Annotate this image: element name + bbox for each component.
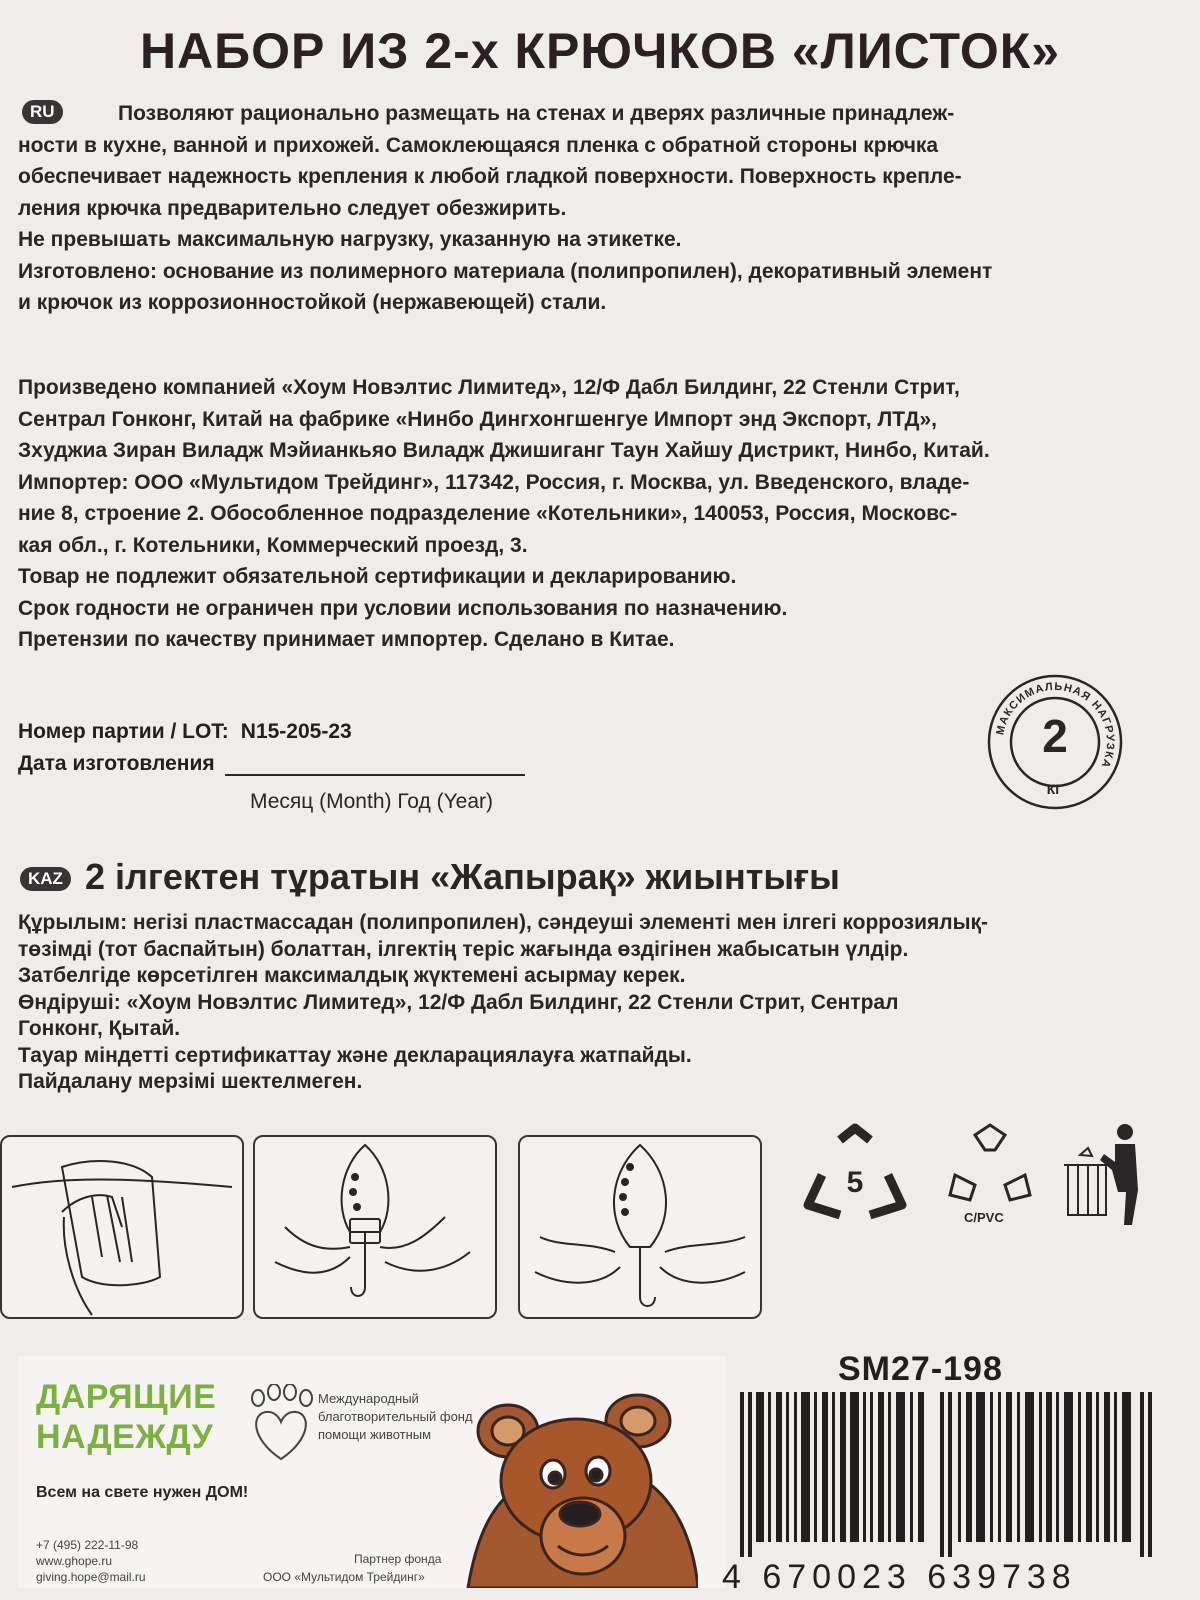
charity-phone: +7 (495) 222-11-98 — [36, 1538, 139, 1552]
ru-description-line: ления крючка предварительно следует обезжирить. — [18, 196, 567, 220]
recycle-code: C/PVC — [964, 1210, 1004, 1225]
date-label: Дата изготовления — [18, 752, 215, 775]
charity-partner-name: ООО «Мультидом Трейдинг» — [263, 1570, 425, 1584]
kaz-language-badge: KAZ — [20, 867, 71, 891]
kaz-description-line: Өндіруші: «Хоум Новэлтис Лимитед», 12/Ф Дабл Билдинг, 22 Стенли Стрит, Сентрал — [18, 990, 899, 1014]
manufacturer-line: кая обл., г. Котельники, Коммерческий проезд, 3. — [18, 533, 528, 557]
product-title: НАБОР ИЗ 2-х КРЮЧКОВ «ЛИСТОК» — [139, 23, 1061, 79]
ru-description-line: ности в кухне, ванной и прихожей. Самоклеющаяся пленка с обратной стороны крючка — [18, 133, 939, 157]
recycle-number: 5 — [846, 1166, 864, 1199]
max-load-badge — [985, 672, 1125, 812]
lot-label: Номер партии / LOT: — [18, 720, 229, 743]
manufacturer-line: Срок годности не ограничен при условии использования по назначению. — [18, 596, 788, 620]
kaz-description-line: төзімді (тот баспайтын) болаттан, ілгектің теріс жағында өздігінен жабысатын үлдір. — [18, 937, 909, 961]
kaz-description — [18, 910, 1188, 1096]
ru-description-line: Изготовлено: основание из полимерного материала (полипропилен), декоративный элемент — [18, 259, 993, 283]
charity-name-line2: НАДЕЖДУ — [36, 1418, 214, 1456]
manufacturer-line: Импортер: ООО «Мультидом Трейдинг», 117342, Россия, г. Москва, ул. Введенского, владе- — [18, 470, 970, 494]
ru-description — [18, 98, 1188, 319]
charity-description: Международный благотворительный фонд помощи животным — [318, 1391, 473, 1442]
kaz-description-line: Пайдалану мерзімі шектелмеген. — [18, 1070, 363, 1093]
barcode-digits: 4 670023 639738 — [722, 1558, 1077, 1596]
charity-email: giving.hope@mail.ru — [36, 1570, 146, 1584]
date-format-hint: Месяц (Month) Год (Year) — [250, 790, 494, 813]
manufacturer-info — [18, 372, 1188, 656]
manufacturer-line: Произведено компанией «Хоум Новэлтис Лимитед», 12/Ф Дабл Билдинг, 22 Стенли Стрит, — [18, 376, 960, 399]
charity-partner-label: Партнер фонда — [354, 1552, 442, 1566]
recycle-triangle-icon — [800, 1120, 910, 1230]
hook-press-icon — [520, 1137, 760, 1317]
ru-description-line: Позволяют рационально размещать на стенах и дверях различные принадлеж- — [118, 102, 955, 125]
recycle-arrows-icon — [940, 1120, 1040, 1210]
hook-peel-icon — [255, 1137, 495, 1317]
paw-heart-icon — [246, 1384, 316, 1464]
kaz-section-title — [20, 856, 840, 898]
kaz-description-line: Тауар міндетті сертификаттау және декларациялауға жатпайды. — [18, 1043, 692, 1067]
charity-ad — [18, 1356, 726, 1588]
cartoon-dog-illustration — [458, 1386, 698, 1588]
ru-description-line: Не превышать максимальную нагрузку, указанную на этикетке. — [18, 228, 682, 251]
max-load-value: 2 — [1042, 710, 1068, 762]
product-sku: SM27-198 — [838, 1350, 1003, 1388]
hand-wipe-icon — [2, 1137, 242, 1317]
charity-name-line1: ДАРЯЩИЕ — [36, 1378, 217, 1416]
max-load-unit: КГ — [1046, 781, 1064, 797]
ru-description-line: и крючок из коррозионностойкой (нержавеющей) стали. — [18, 291, 607, 314]
kaz-description-line: Затбелгіде көрсетілген максималдық жүктемені асырмау керек. — [18, 964, 686, 987]
litter-bin-icon — [1060, 1120, 1150, 1230]
manufacturer-line: Претензии по качеству принимает импортер. Сделано в Китае. — [18, 628, 675, 651]
ru-language-badge: RU — [22, 100, 63, 124]
kaz-description-line: Құрылым: негізі пластмассадан (полипропилен), сәндеуші элементі мен ілгегі коррозиялық- — [18, 911, 989, 934]
charity-slogan: Всем на свете нужен ДОМ! — [36, 1484, 249, 1501]
manufacture-date — [18, 752, 525, 776]
manufacturer-line: Зхуджиа Зиран Виладж Мэйианкьяо Виладж Джишиганг Таун Хайшу Дистрикт, Нинбо, Китай. — [18, 439, 990, 462]
instruction-step-press-hook — [518, 1135, 762, 1319]
manufacturer-line: Товар не подлежит обязательной сертификации и декларированию. — [18, 565, 737, 588]
kaz-description-line: Гонконг, Қытай. — [18, 1017, 181, 1040]
manufacturer-line: ние 8, строение 2. Обособленное подразделение «Котельники», 140053, Россия, Московс- — [18, 502, 958, 525]
ru-description-line: обеспечивает надежность крепления к любой гладкой поверхности. Поверхность крепле- — [18, 165, 962, 188]
max-load-ring-text: МАКСИМАЛЬНАЯ НАГРУЗКА — [994, 680, 1117, 771]
manufacturer-line: Сентрал Гонконг, Китай на фабрике «Нинбо Дингхонгшенгуе Импорт энд Экспорт, ЛТД», — [18, 407, 937, 431]
lot-number — [18, 720, 352, 744]
charity-website: www.ghope.ru — [36, 1554, 113, 1568]
date-blank-line — [225, 754, 525, 776]
instruction-step-wipe-surface — [0, 1135, 244, 1319]
instruction-step-peel-film — [253, 1135, 497, 1319]
lot-value: N15-205-23 — [240, 720, 352, 743]
barcode-image — [740, 1392, 1170, 1557]
kaz-title-text: 2 ілгектен тұратын «Жапырақ» жиынтығы — [84, 856, 840, 897]
